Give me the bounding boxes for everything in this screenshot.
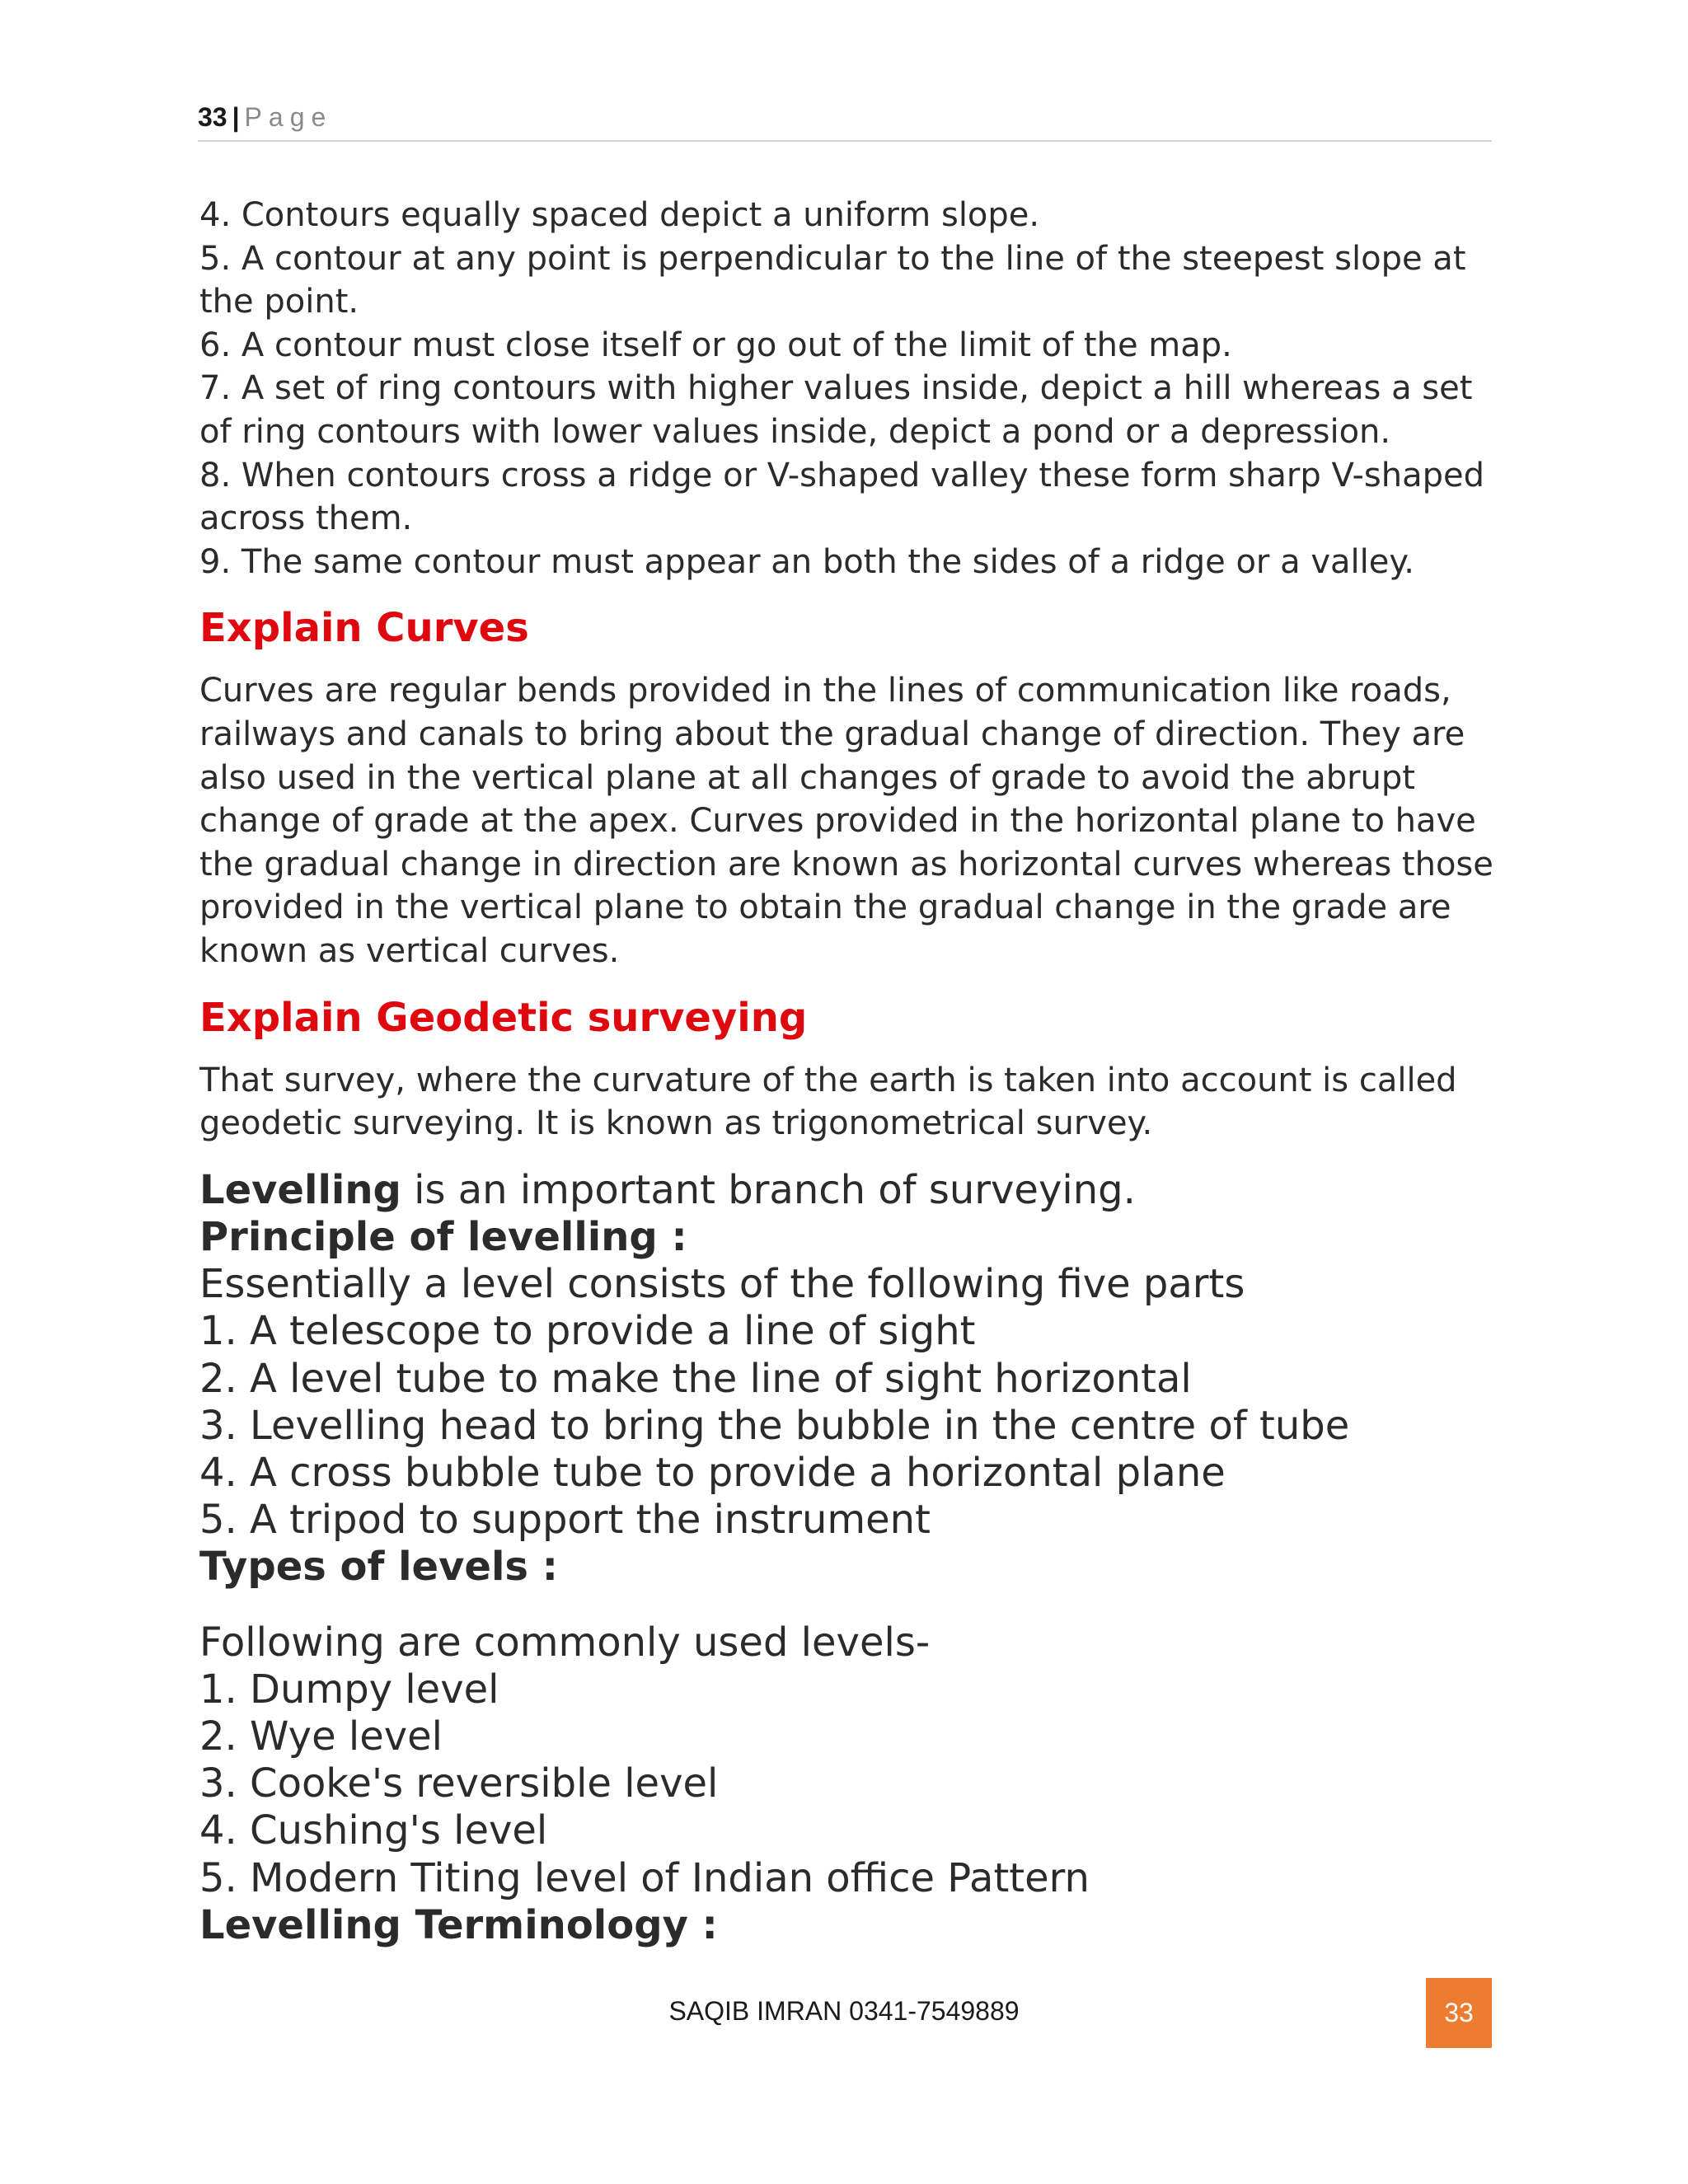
terminology-heading: Levelling Terminology : — [199, 1901, 718, 1948]
page-content — [199, 194, 1498, 1949]
levelling-intro-rest: is an important branch of surveying. — [401, 1166, 1136, 1213]
list-item: 5. A tripod to support the instrument — [199, 1497, 931, 1544]
footer-author: SAQIB IMRAN 0341-7549889 — [668, 1996, 1020, 2026]
list-item: 1. A telescope to provide a line of sight — [199, 1308, 976, 1355]
list-item: 9. The same contour must appear an both the sides of a ridge or a valley. — [199, 542, 1415, 581]
list-item: 8. When contours cross a ridge or V-shaped valley these form sharp V-shaped across them. — [199, 456, 1484, 538]
principle-heading: Principle of levelling : — [199, 1213, 687, 1260]
geodetic-heading: Explain Geodetic surveying — [199, 994, 808, 1041]
types-heading: Types of levels : — [199, 1544, 558, 1591]
list-item: 4. Cushing's level — [199, 1807, 548, 1854]
list-item: 7. A set of ring contours with higher values inside, depict a hill whereas a set of ring contours with lower values inside, depict a pond or a depression. — [199, 369, 1473, 451]
list-item: 2. Wye level — [199, 1713, 443, 1760]
list-item: 4. A cross bubble tube to provide a horizontal plane — [199, 1449, 1226, 1496]
list-item: 4. Contours equally spaced depict a uniform slope. — [199, 196, 1040, 234]
page-number-badge: 33 — [1426, 1978, 1492, 2048]
list-item: 3. Levelling head to bring the bubble in the centre of tube — [199, 1402, 1350, 1449]
levelling-intro — [199, 1167, 1498, 1214]
parts-intro: Essentially a level consists of the following five parts — [199, 1261, 1245, 1308]
list-item: 5. A contour at any point is perpendicular to the line of the steepest slope at the point. — [199, 239, 1466, 321]
list-item: 6. A contour must close itself or go out of the limit of the map. — [199, 326, 1232, 364]
list-item: 5. Modern Titing level of Indian office Pattern — [199, 1854, 1090, 1901]
list-item: 3. Cooke's reversible level — [199, 1760, 719, 1807]
curves-paragraph: Curves are regular bends provided in the lines of communication like roads, railways and canals to bring about the gradual change of direction. They are also used in the vertical plane at all changes of grade to avoid the abrupt change of grade at the apex. Curves provided in the horizontal plane to have the gradual change in direction are known as horizontal curves whereas those provided in the vertical plane to obtain the gradual change in the grade are known as vertical curves. — [199, 672, 1493, 970]
geodetic-paragraph: That survey, where the curvature of the earth is taken into account is called geodetic surveying. It is known as trigonometrical survey. — [199, 1061, 1457, 1143]
header-page-number: 33 — [198, 102, 227, 132]
page-header — [198, 99, 1492, 142]
contour-list — [199, 194, 1498, 583]
types-intro: Following are commonly used levels- — [199, 1619, 931, 1666]
header-page-word: Page — [244, 102, 333, 132]
list-item: 1. Dumpy level — [199, 1666, 499, 1713]
types-section — [199, 1619, 1498, 1949]
curves-heading: Explain Curves — [199, 605, 529, 652]
header-separator: | — [232, 102, 240, 132]
list-item: 2. A level tube to make the line of sight horizontal — [199, 1355, 1192, 1402]
levelling-intro-bold: Levelling — [199, 1166, 401, 1213]
levelling-section — [199, 1167, 1498, 1591]
